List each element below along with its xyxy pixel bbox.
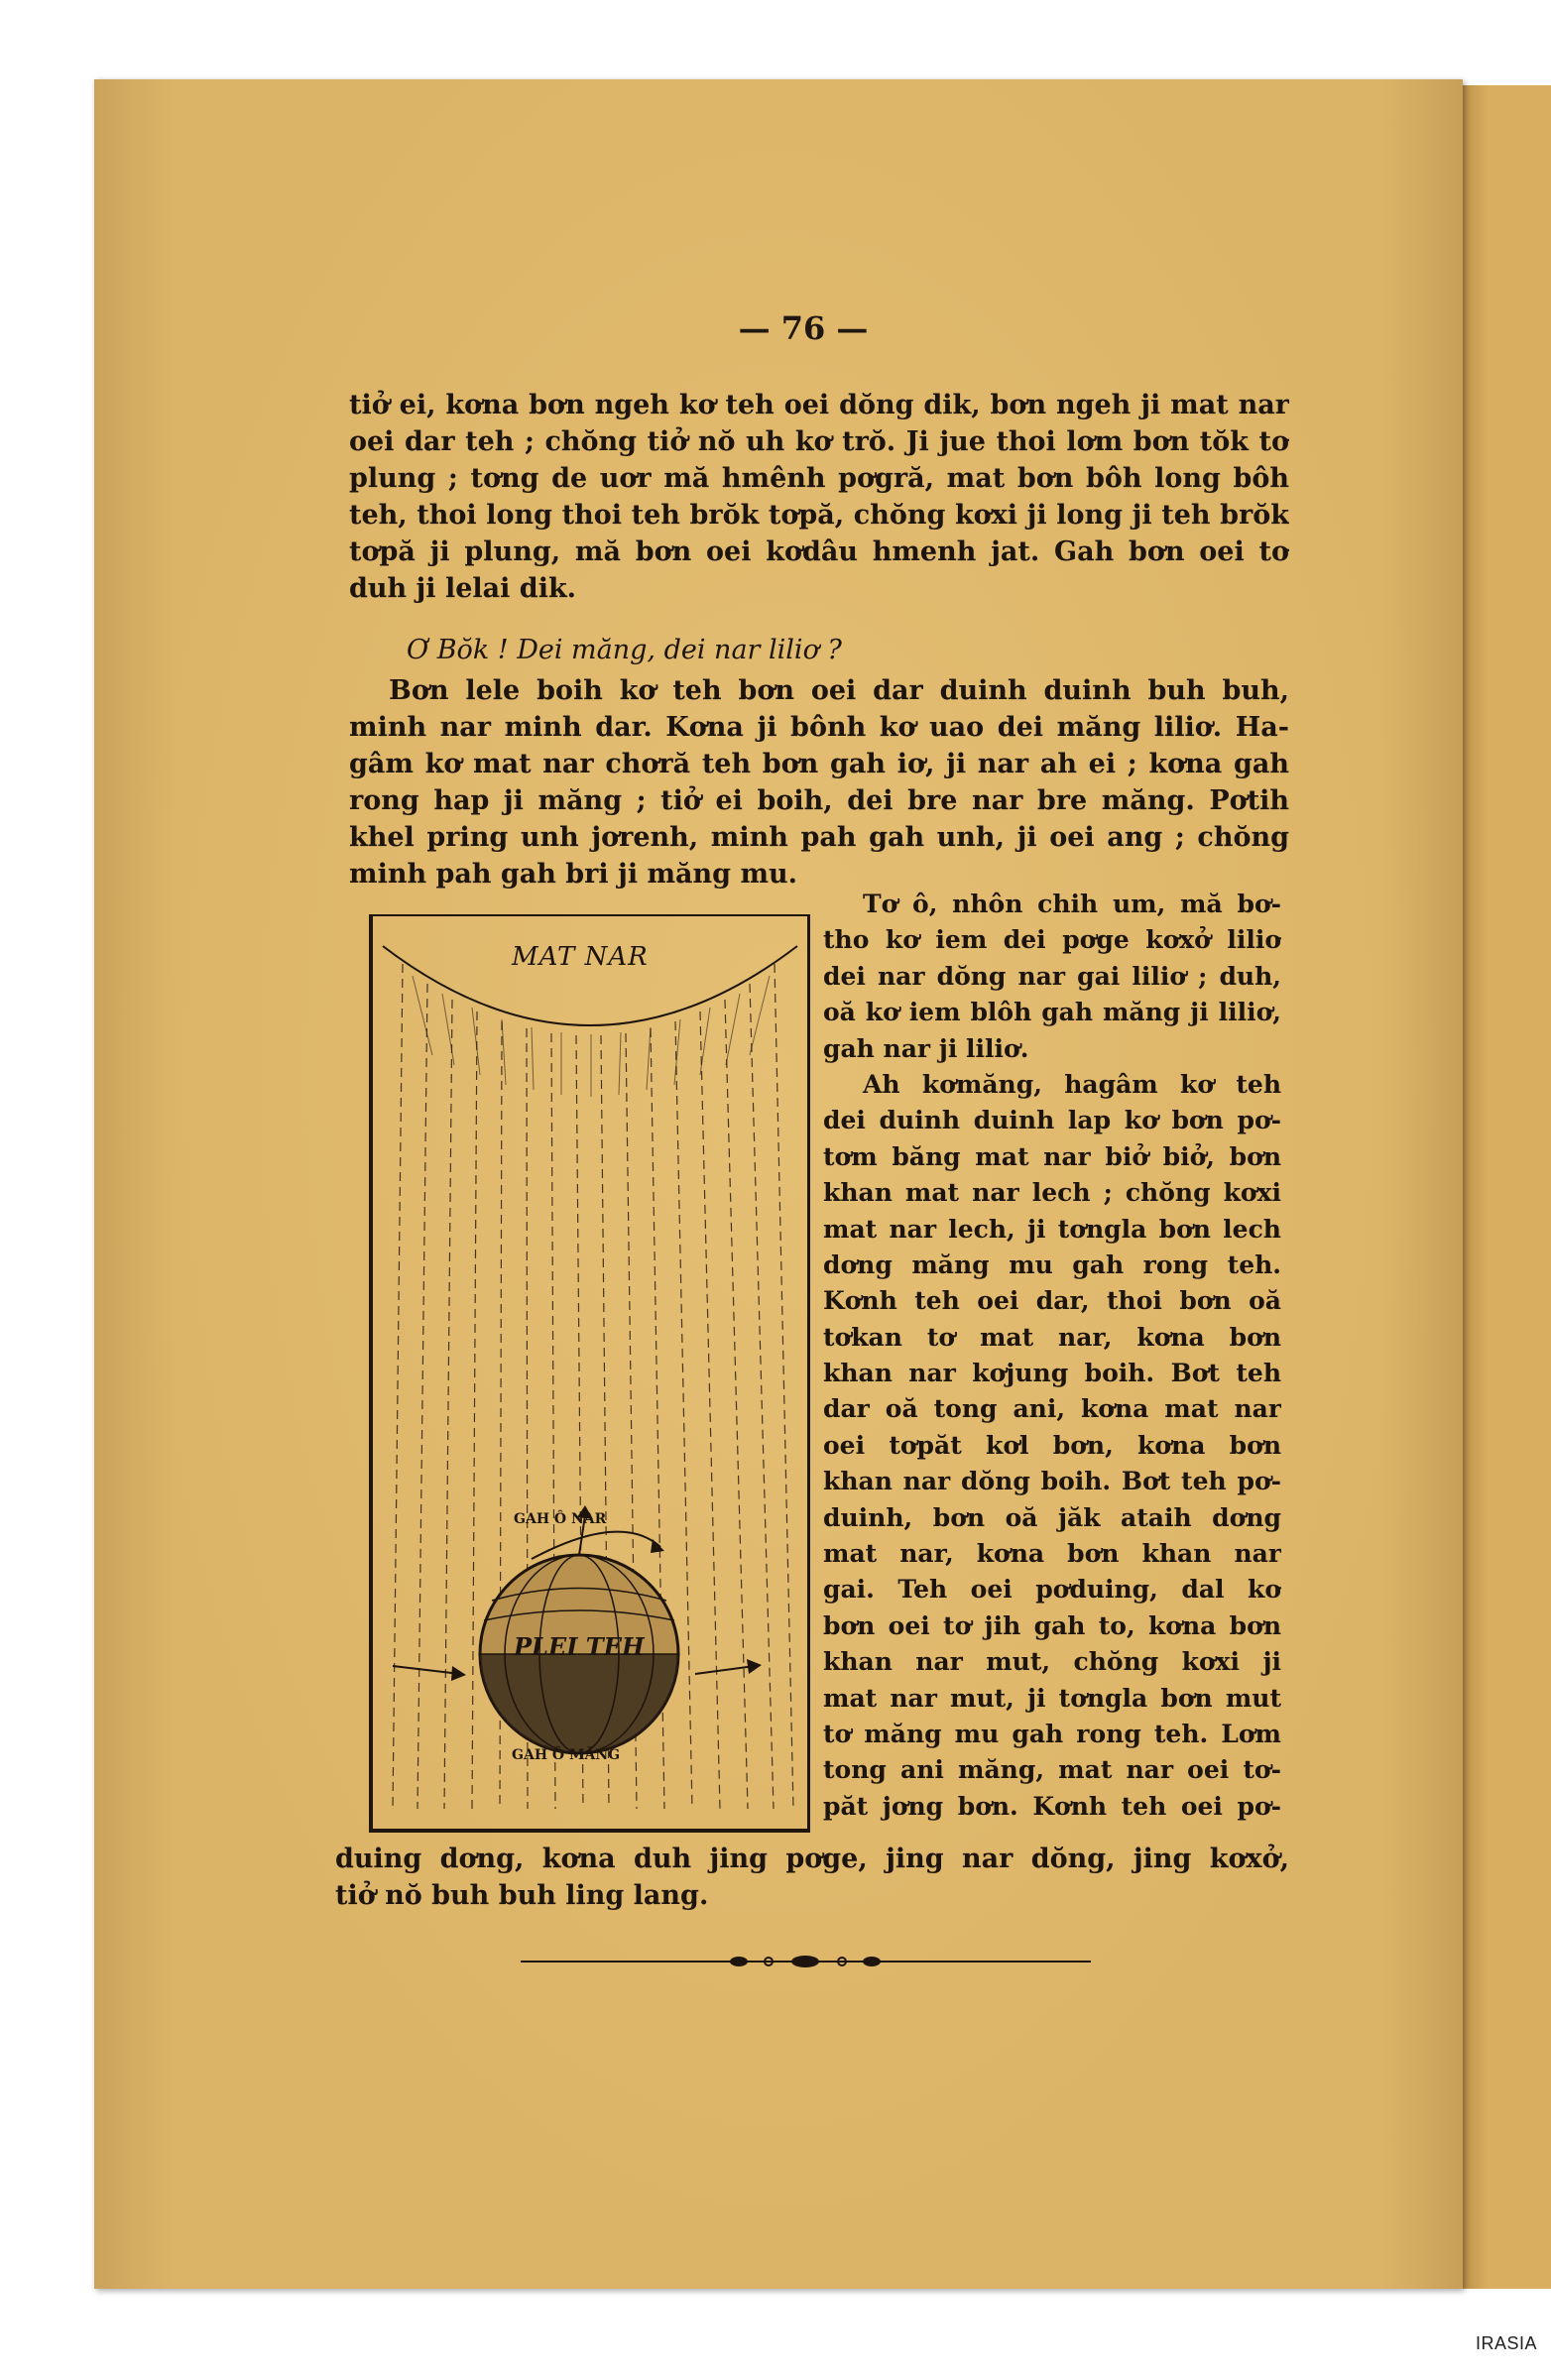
- top-paragraph: [349, 387, 1289, 607]
- text-line: Bơn lele boih kơ teh bơn oei dar duinh duinh buh buh,: [389, 675, 1289, 706]
- text-line: tiở nŏ buh buh ling lang.: [335, 1880, 709, 1911]
- text-line: mat nar lech, ji tơngla bơn lech: [823, 1214, 1281, 1244]
- page-number: — 76 —: [738, 309, 869, 347]
- illustration-drawing: [373, 916, 807, 1829]
- text-line: tơ măng mu gah rong teh. Lơm: [823, 1719, 1281, 1748]
- text-line: gâm kơ mat nar chơră teh bơn gah iơ, ji nar ah ei ; kơna gah: [349, 749, 1289, 779]
- text-line: khan nar dŏng boih. Bơt teh pơ-: [823, 1467, 1281, 1496]
- text-line: oă kơ iem blôh gah măng ji liliơ,: [823, 998, 1281, 1027]
- text-line: Tơ ô, nhôn chih um, mă bơ-: [863, 890, 1281, 918]
- text-line: bơn oei tơ jih gah to, kơna bơn: [823, 1610, 1281, 1640]
- text-line: khan nar kơjung boih. Bơt teh: [823, 1359, 1281, 1388]
- text-line: Kơnh teh oei dar, thoi bơn oă: [823, 1286, 1281, 1316]
- bottom-paragraph: [335, 1841, 1289, 1914]
- text-line: khan nar mut, chŏng kơxi ji: [823, 1647, 1281, 1677]
- text-line: Ah kơmăng, hagâm kơ teh: [863, 1069, 1281, 1099]
- text-line: tơpă ji plung, mă bơn oei kơdâu hmenh jat. Gah bơn oei tơ: [349, 536, 1289, 567]
- text-line: khel pring unh jơrenh, minh pah gah unh, ji oei ang ; chŏng: [349, 822, 1289, 853]
- sun-earth-illustration: [369, 914, 810, 1833]
- text-line: tiở ei, kơna bơn ngeh kơ teh oei dŏng dik, bơn ngeh ji mat nar: [349, 390, 1289, 420]
- text-line: gah nar ji liliơ.: [823, 1033, 1029, 1063]
- text-line: khan mat nar lech ; chŏng kơxi: [823, 1178, 1281, 1208]
- text-line: plung ; tơng de uơr mă hmênh pơgră, mat bơn bôh long bôh: [349, 463, 1289, 494]
- text-line: teh, thoi long thoi teh brŏk tơpă, chŏng kơxi ji long ji teh brŏk: [349, 500, 1289, 531]
- text-line: tơm băng mat nar biở biở, bơn: [823, 1141, 1281, 1171]
- text-line: oei tơpăt kơl bơn, kơna bơn: [823, 1430, 1281, 1460]
- text-line: mat nar, kơna bơn khan nar: [823, 1539, 1281, 1569]
- text-line: tho kơ iem dei pơge kơxở liliơ: [823, 925, 1281, 955]
- text-line: rong hap ji măng ; tiở ei boih, dei bre nar bre măng. Pơtih: [349, 785, 1289, 816]
- text-line: dar oă tong ani, kơna mat nar: [823, 1394, 1281, 1424]
- text-line: minh nar minh dar. Kơna ji bônh kơ uao dei măng liliơ. Ha-: [349, 712, 1289, 743]
- end-ornament: [521, 1952, 1091, 1971]
- text-line: oei dar teh ; chŏng tiở nŏ uh kơ trŏ. Ji jue thoi lơm bơn tŏk tơ: [349, 426, 1289, 457]
- text-line: duinh, bơn oă jăk ataih dơng: [823, 1502, 1281, 1532]
- second-paragraph: [349, 672, 1289, 892]
- text-line: dơng măng mu gah rong teh.: [823, 1250, 1281, 1279]
- section-heading: Ơ Bŏk ! Dei măng, dei nar liliơ ?: [407, 635, 842, 665]
- text-line: dei duinh duinh lap kơ bơn pơ-: [823, 1106, 1281, 1135]
- text-line: minh pah gah bri ji măng mu.: [349, 859, 798, 890]
- text-line: mat nar mut, ji tơngla bơn mut: [823, 1683, 1281, 1713]
- south-label: GAH Ô MĂNG: [512, 1747, 621, 1763]
- right-column-text: [823, 887, 1281, 1825]
- text-line: păt jơng bơn. Kơnh teh oei pơ-: [823, 1791, 1281, 1821]
- text-line: gai. Teh oei pơduing, dal kơ: [823, 1575, 1281, 1605]
- text-line: dei nar dŏng nar gai liliơ ; duh,: [823, 961, 1281, 991]
- text-line: duh ji lelai dik.: [349, 573, 577, 604]
- earth-label: PLEI TEH: [514, 1632, 645, 1661]
- text-line: tơkan tơ mat nar, kơna bơn: [823, 1322, 1281, 1352]
- source-credit: IRASIA: [1475, 2333, 1537, 2353]
- adjacent-page-edge: [1456, 85, 1551, 2289]
- north-label: GAH Ô NAR: [514, 1511, 607, 1527]
- text-line: duing dơng, kơna duh jing pơge, jing nar dŏng, jing kơxở,: [335, 1844, 1289, 1874]
- figure-title: MAT NAR: [512, 942, 649, 972]
- text-line: tong ani măng, mat nar oei tơ-: [823, 1755, 1281, 1785]
